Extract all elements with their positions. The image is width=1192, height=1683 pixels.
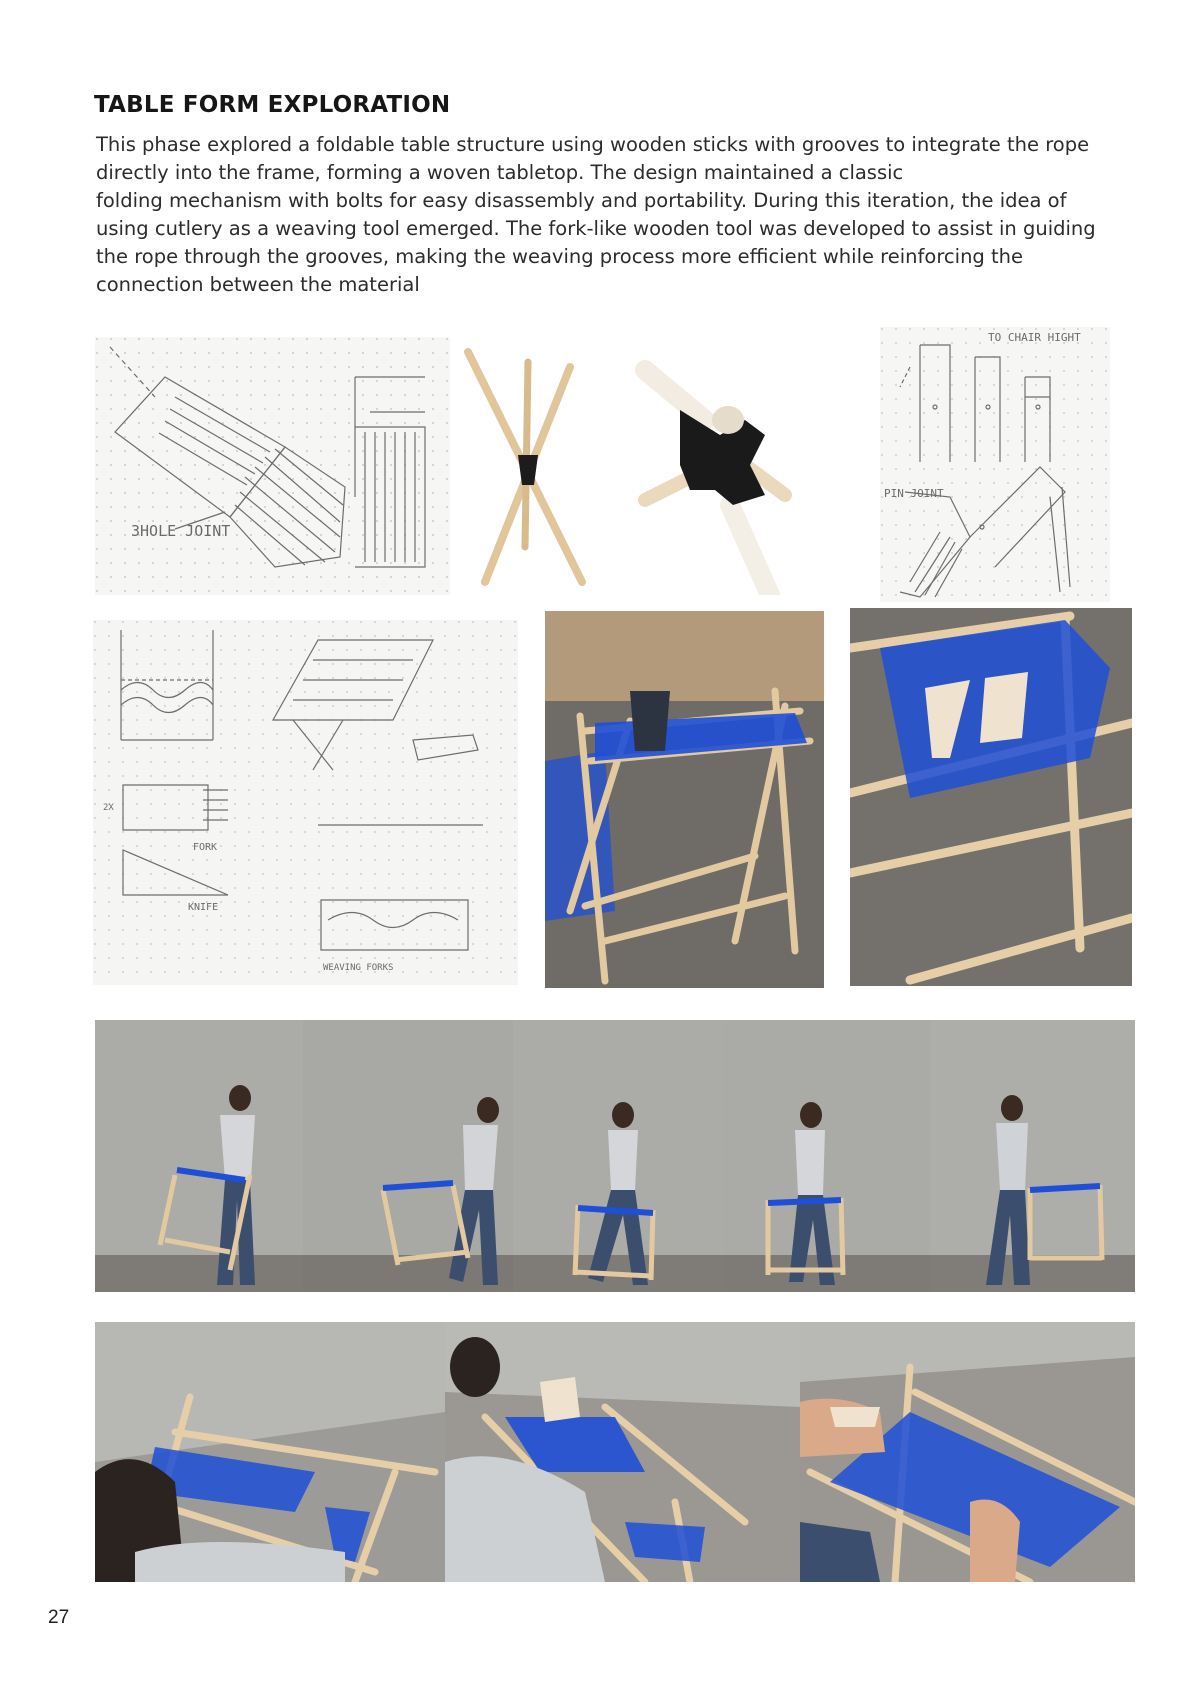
carry-sequence-photo-3 <box>513 1020 723 1292</box>
carry-sequence-photo-4 <box>723 1020 930 1292</box>
carry-sequence-photo-1 <box>95 1020 303 1292</box>
weaving-process-photo-1 <box>95 1322 445 1582</box>
prototype-table-with-cup-photo <box>545 611 824 988</box>
page-number: 27 <box>48 1607 70 1628</box>
prototype-drawing <box>545 611 824 988</box>
weaving-photo-drawing <box>445 1322 800 1582</box>
intro-line: folding mechanism with bolts for easy disassembly and portability. During this iteration, the idea of <box>96 189 1067 212</box>
height-sketch-drawing <box>880 327 1110 602</box>
intro-line: directly into the frame, forming a woven tabletop. The design maintained a classic <box>96 161 904 184</box>
weaving-process-photo-3 <box>800 1322 1135 1582</box>
carry-photo-drawing <box>513 1020 723 1292</box>
carry-photo-drawing <box>723 1020 930 1292</box>
sticks-drawing <box>450 337 610 595</box>
weaving-photo-drawing <box>800 1322 1135 1582</box>
joint-sketch-image <box>95 337 450 595</box>
sketch-label: TO CHAIR HIGHT <box>988 331 1081 344</box>
sketch-label: PIN JOINT <box>884 487 944 500</box>
weaving-tools-drawing <box>850 608 1132 986</box>
sketch-label: WEAVING FORKS <box>323 963 394 973</box>
page-title: TABLE FORM EXPLORATION <box>94 92 451 118</box>
connector-drawing <box>625 355 805 595</box>
sketch-label: 3HOLE JOINT <box>131 522 231 540</box>
carry-photo-drawing <box>303 1020 513 1292</box>
carry-photo-drawing <box>930 1020 1135 1292</box>
intro-line: connection between the material <box>96 273 420 296</box>
joint-sketch-drawing <box>95 337 450 595</box>
wooden-sticks-connector-photo <box>450 337 610 595</box>
carry-sequence-photo-5 <box>930 1020 1135 1292</box>
carry-photo-drawing <box>95 1020 303 1292</box>
tool-sketch-drawing <box>93 620 518 985</box>
tool-sketch-image <box>93 620 518 985</box>
carry-sequence-photo-2 <box>303 1020 513 1292</box>
intro-line: the rope through the grooves, making the weaving process more efficient while reinforcing the <box>96 245 1024 268</box>
weaving-tools-closeup-photo <box>850 608 1132 986</box>
sketch-label: 2X <box>103 803 114 813</box>
intro-line: This phase explored a foldable table structure using wooden sticks with grooves to integrate the rope <box>96 133 1090 156</box>
intro-line: using cutlery as a weaving tool emerged. The fork-like wooden tool was developed to assist in guiding <box>96 217 1096 240</box>
height-sketch-image <box>880 327 1110 602</box>
sketch-label: FORK <box>193 842 218 853</box>
weaving-process-photo-2 <box>445 1322 800 1582</box>
weaving-photo-drawing <box>95 1322 445 1582</box>
intro-paragraph <box>96 131 1126 299</box>
sketch-label: KNIFE <box>188 902 219 913</box>
three-way-connector-photo <box>625 355 805 595</box>
